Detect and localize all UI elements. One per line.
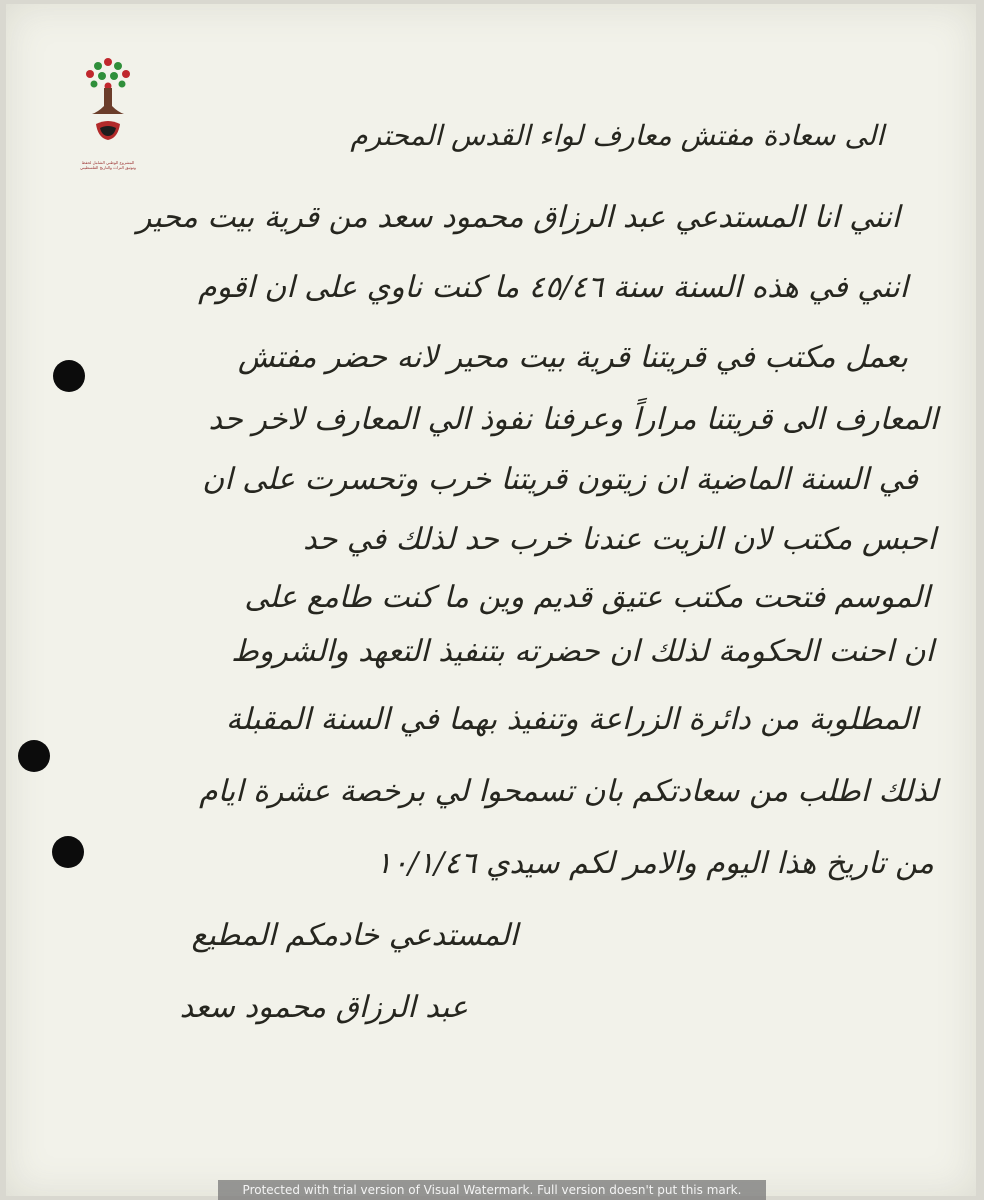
letter-line: ان احنت الحكومة لذلك ان حضرته بتنفيذ التعهد والشروط	[231, 634, 934, 669]
letter-line: المطلوبة من دائرة الزراعة وتنفيذ بهما في السنة المقبلة	[226, 702, 918, 737]
logo-caption: المشروع الوطني الشامل لحفظ وتوثيق التراث والتاريخ الفلسطيني	[80, 160, 136, 170]
letter-line: في السنة الماضية ان زيتون قريتنا خرب وتحسرت على ان	[202, 462, 918, 497]
hole-punch-middle	[18, 740, 50, 772]
hole-punch-bottom	[52, 836, 84, 868]
document-page	[6, 4, 976, 1196]
watermark-banner: Protected with trial version of Visual Watermark. Full version doesn't put this mark.	[218, 1180, 766, 1200]
letter-signature: عبد الرزاق محمود سعد	[179, 990, 468, 1025]
letter-salutation: الى سعادة مفتش معارف لواء القدس المحترم	[350, 119, 884, 152]
letter-line: من تاريخ هذا اليوم والامر لكم سيدي ١٠/١/٤٦	[375, 846, 934, 881]
hole-punch-top	[53, 360, 85, 392]
letter-line: المعارف الى قريتنا مراراً وعرفنا نفوذ الي المعارف لاخر حد	[208, 402, 938, 437]
letter-line: لذلك اطلب من سعادتكم بان تسمحوا لي برخصة عشرة ايام	[199, 774, 938, 809]
letter-line: انني في هذه السنة سنة ٤٥/٤٦ ما كنت ناوي على ان اقوم	[198, 270, 908, 305]
letter-line: انني انا المستدعي عبد الرزاق محمود سعد من قرية بيت محير	[136, 200, 900, 235]
tree-logo	[68, 48, 148, 178]
letter-line: بعمل مكتب في قريتنا قرية بيت محير لانه حضر مفتش	[237, 340, 908, 375]
letter-closing: المستدعي خادمكم المطيع	[191, 918, 518, 953]
letter-line: احبس مكتب لان الزيت عندنا خرب حد لذلك في حد	[303, 522, 936, 557]
letter-line: الموسم فتحت مكتب عتيق قديم وين ما كنت طامع على	[244, 580, 930, 615]
